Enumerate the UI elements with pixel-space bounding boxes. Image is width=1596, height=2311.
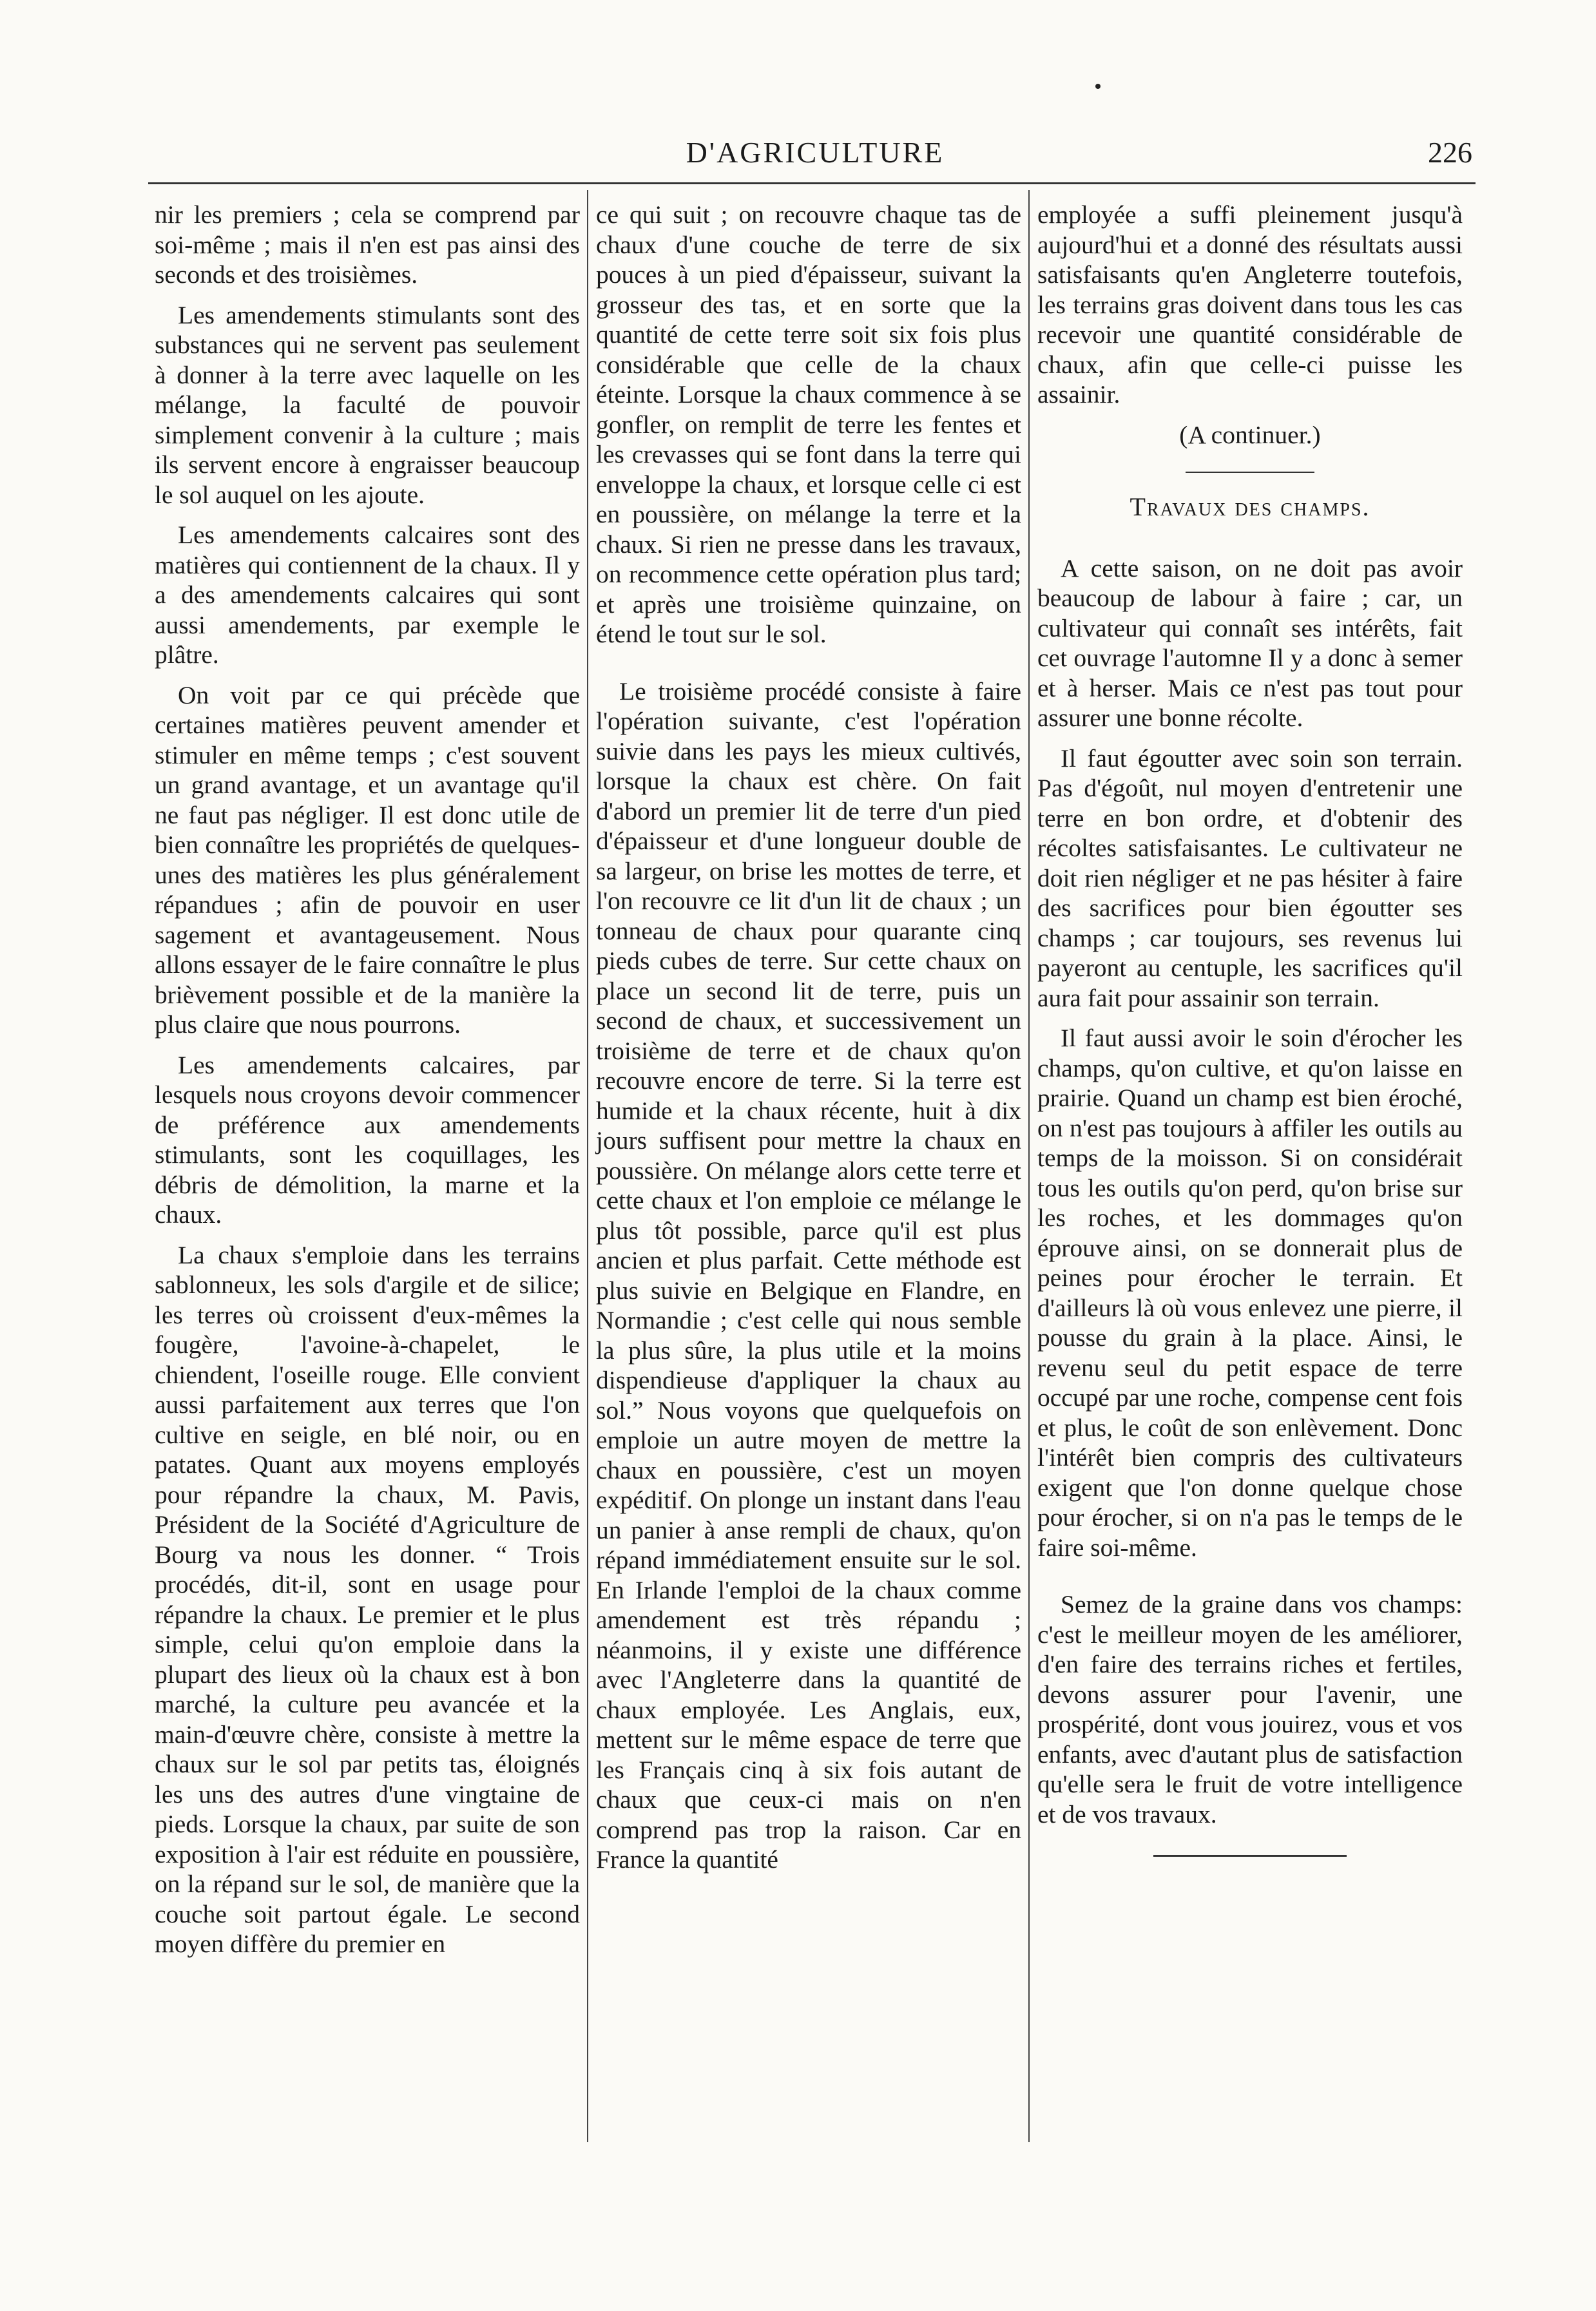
header-rule xyxy=(148,182,1476,184)
column-divider xyxy=(1028,190,1030,2142)
text-column-3 xyxy=(1037,200,1463,1857)
section-divider xyxy=(1186,472,1314,473)
paragraph: Semez de la graine dans vos champs: c'est le meilleur moyen de les améliorer, d'en faire des terrains riches et fertiles, devons assurer pour l'avenir, une prospérité, dont vous jouirez, vous et vos enfants, avec d'autant plus de satisfaction qu'elle sera le fruit de votre intelligence et de vos travaux. xyxy=(1037,1590,1463,1828)
paragraph: A cette saison, on ne doit pas avoir beaucoup de labour à faire ; car, un cultivateur qui connaît ses intérêts, fait cet ouvrage l'automne Il y a donc à semer et à herser. Mais ce n'est pas tout pour assurer une bonne récolte. xyxy=(1037,553,1463,732)
paragraph: Les amendements calcaires sont des matières qui contiennent de la chaux. Il y a des amendements calcaires qui sont aussi amendements, par exemple le plâtre. xyxy=(155,521,580,669)
continuation-note: (A continuer.) xyxy=(1179,420,1321,449)
page-header xyxy=(151,135,1479,180)
print-speck xyxy=(1095,84,1101,89)
running-title: D'AGRICULTURE xyxy=(686,136,945,169)
end-ornament-rule xyxy=(1153,1855,1347,1857)
paragraph: La chaux s'emploie dans les terrains sablonneux, les sols d'argile et de silice; les terres où croissent d'eux-mêmes la fougère, l'avoine-à-chapelet, le chiendent, l'oseille rouge. Elle convient aussi parfaitement aux terres que l'on cultive en seigle, en blé noir, ou en patates. Quant aux moyens employés pour répandre la chaux, M. Pavis, Président de la Société d'Agriculture de Bourg va nous les donner. “ Trois procédés, dit-il, sont en usage pour répandre la chaux. Le premier et le plus simple, celui qu'on emploie dans la plupart des lieux où la chaux est à bon marché, la culture peu avancée et la main-d'œuvre chère, consiste à mettre la chaux sur le sol par petits tas, éloignés les uns des autres d'une vingtaine de pieds. Lorsque la chaux, par suite de son exposition à l'air est réduite en poussière, on la répand sur le sol, de manière que la couche soit partout égale. Le second moyen diffère du premier en xyxy=(155,1240,580,1958)
paragraph: Les amendements stimulants sont des substances qui ne servent pas seulement à donner à la terre avec laquelle on les mélange, la faculté de pouvoir simplement convenir à la culture ; mais ils servent encore à engraisser beaucoup le sol auquel on les ajoute. xyxy=(155,300,580,509)
column-divider xyxy=(587,190,588,2142)
paragraph: Le troisième procédé consiste à faire l'opération suivante, c'est l'opération suivie dans les pays les mieux cultivés, lorsque la chaux est chère. On fait d'abord un premier lit de terre d'un pied d'épaisseur et d'une longueur double de sa largeur, on brise les mottes de terre, et l'on recouvre ce lit d'un lit de chaux ; un tonneau de chaux pour quarante cinq pieds cubes de terre. Sur cette chaux on place un second lit de terre, puis un second de chaux, et successivement un troisième de terre et de chaux qu'on recouvre encore de terre. Si la terre est humide et la chaux récente, huit à dix jours suffisent pour mettre la chaux en poussière. On mélange alors cette terre et cette chaux et l'on emploie ce mélange le plus tôt possible, parce qu'il est plus ancien et plus parfait. Cette méthode est plus suivie en Belgique en Flandre, en Normandie ; c'est celle qui nous semble la plus sûre, la plus utile et la moins dispendieuse d'appliquer la chaux au sol.” Nous voyons que quelquefois on emploie un autre moyen de mettre la chaux en poussière, c'est un moyen expéditif. On plonge un instant dans l'eau un panier à anse rempli de chaux, qu'on répand immédiatement ensuite sur le sol. En Irlande l'emploi de la chaux comme amendement est très répandu ; néanmoins, il y existe une différence avec l'Angleterre dans la quantité de chaux employée. Les Anglais, eux, mettent sur le même espace de terre que les Français cinq à six fois autant de chaux que ceux-ci mais on n'en comprend pas trop la raison. Car en France la quantité xyxy=(596,676,1021,1874)
paragraph: On voit par ce qui précède que certaines matières peuvent amender et stimuler en même temps ; c'est souvent un grand avantage, et un avantage qu'il ne faut pas négliger. Il est donc utile de bien connaître les propriétés de quelques-unes des matières les plus généralement répandues ; afin de pouvoir en user sagement et avantageusement. Nous allons essayer de le faire connaître le plus brièvement possible et de la manière la plus claire que nous pourrons. xyxy=(155,680,580,1039)
text-column-2 xyxy=(596,200,1021,1885)
paragraph: Il faut égoutter avec soin son terrain. Pas d'égoût, nul moyen d'entretenir une terre en bon ordre, et d'obtenir des récoltes satisfaisantes. Le cultivateur ne doit rien négliger et ne pas hésiter à faire des sacrifices pour bien égoutter ses champs ; car toujours, ses revenus lui payeront au centuple, les sacrifices qu'il aura fait pour assainir son terrain. xyxy=(1037,743,1463,1012)
paragraph: Les amendements calcaires, par lesquels nous croyons devoir commencer de préférence aux amendements stimulants, sont les coquillages, les débris de démolition, la marne et la chaux. xyxy=(155,1050,580,1229)
section-title: Travaux des champs. xyxy=(1130,492,1370,521)
paragraph: ce qui suit ; on recouvre chaque tas de chaux d'une couche de terre de six pouces à un pied d'épaisseur, suivant la grosseur des tas, et en sorte que la quantité de cette terre soit six fois plus considérable que celle de la chaux éteinte. Lorsque la chaux commence à se gonfler, on remplit de terre les fentes et les crevasses qui se font dans la terre qui enveloppe la chaux, et lorsque celle ci est en poussière, on mélange la terre et la chaux. Si rien ne presse dans les travaux, on recommence cette opération plus tard; et après une troisième quinzaine, on étend le tout sur le sol. xyxy=(596,200,1021,648)
text-column-1 xyxy=(155,200,580,1970)
paragraph: nir les premiers ; cela se comprend par soi-même ; mais il n'en est pas ainsi des seconds et des troisièmes. xyxy=(155,200,580,289)
paragraph: employée a suffi pleinement jusqu'à aujourd'hui et a donné des résultats aussi satisfaisants qu'en Angleterre toutefois, les terrains gras doivent dans tous les cas recevoir une quantité considérable de chaux, afin que celle-ci puisse les assainir. xyxy=(1037,200,1463,408)
page-number: 226 xyxy=(1428,136,1472,169)
paragraph: Il faut aussi avoir le soin d'érocher les champs, qu'on cultive, et qu'on laisse en prairie. Quand un champ est bien éroché, on n'est pas toujours à affiler les outils au temps de la moisson. Si on considérait tous les outils qu'on perd, qu'on brise sur les roches, et les dommages qu'on éprouve ainsi, on se donnerait plus de peines pour érocher le terrain. Et d'ailleurs là où vous enlevez une pierre, il pousse du grain à la place. Ainsi, le revenu seul du petit espace de terre occupé par une roche, compense cent fois et plus, le coût de son enlèvement. Donc l'intérêt bien compris des cultivateurs exigent que l'on donne quelque chose pour érocher, si on n'a pas le temps de le faire soi-même. xyxy=(1037,1024,1463,1562)
